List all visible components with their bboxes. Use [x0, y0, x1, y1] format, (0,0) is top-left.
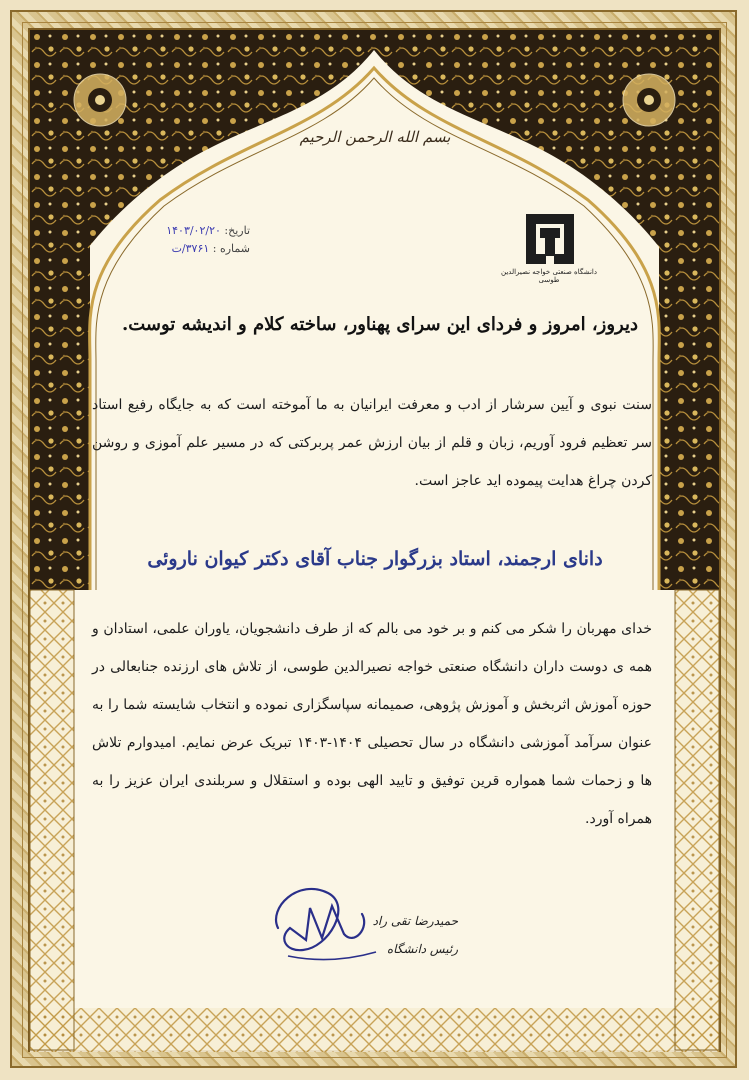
date-label: تاریخ: — [224, 224, 250, 237]
intro-paragraph: سنت نبوی و آیین سرشار از ادب و معرفت ایرانیان به ما آموخته است که به جایگاه رفیع استاد سر تعظیم فرود آوریم، زبان و قلم از بیان ارزش عمر پربرکتی که در مسیر علم آموزی و روشن کردن چراغ هدایت پیموده اید عاجز است. — [92, 397, 652, 489]
recipient-name: دانای ارجمند، استاد بزرگوار جناب آقای دکتر کیوان ناروئی — [147, 548, 603, 570]
number-value: ۳۷۶۱/ت — [171, 242, 210, 255]
date-value: ۱۴۰۳/۰۲/۲۰ — [166, 224, 221, 237]
arabesque-arch-ornament — [30, 30, 719, 590]
reference-block — [150, 222, 250, 258]
signatory-name: حمیدرضا تقی راد — [372, 914, 458, 928]
date-row — [150, 222, 250, 240]
university-name: دانشگاه صنعتی خواجه نصیرالدین طوسی — [501, 268, 597, 284]
number-row — [150, 240, 250, 258]
number-label: شماره : — [212, 242, 250, 255]
bismillah: بسم الله الرحمن الرحیم — [299, 128, 451, 146]
university-logo-icon — [508, 204, 592, 276]
body-paragraph: خدای مهربان را شکر می کنم و بر خود می بالم که از طرف دانشجویان، یاوران علمی، استادان و همه ی دوست داران دانشگاه صنعتی خواجه نصیرالدین طوسی، از تلاش های ارزنده جنابعالی در حوزه آموزش اثربخش و آموزش پژوهی، صمیمانه سپاسگزاری نموده و انتخاب شایسته شما را به عنوان سرآمد آموزشی دانشگاه در سال تحصیلی ۱۴۰۴-۱۴۰۳ تبریک عرض نمایم. امیدوارم تلاش ها و زحمات شما همواره قرین توفیق و تایید الهی بوده و استقلال و سربلندی ایران عزیز را به همراه آورد. — [92, 621, 652, 827]
signatory-title: رئیس دانشگاه — [386, 942, 458, 956]
certificate-headline: دیروز، امروز و فردای این سرای پهناور، ساخته کلام و اندیشه توست. — [121, 314, 639, 335]
